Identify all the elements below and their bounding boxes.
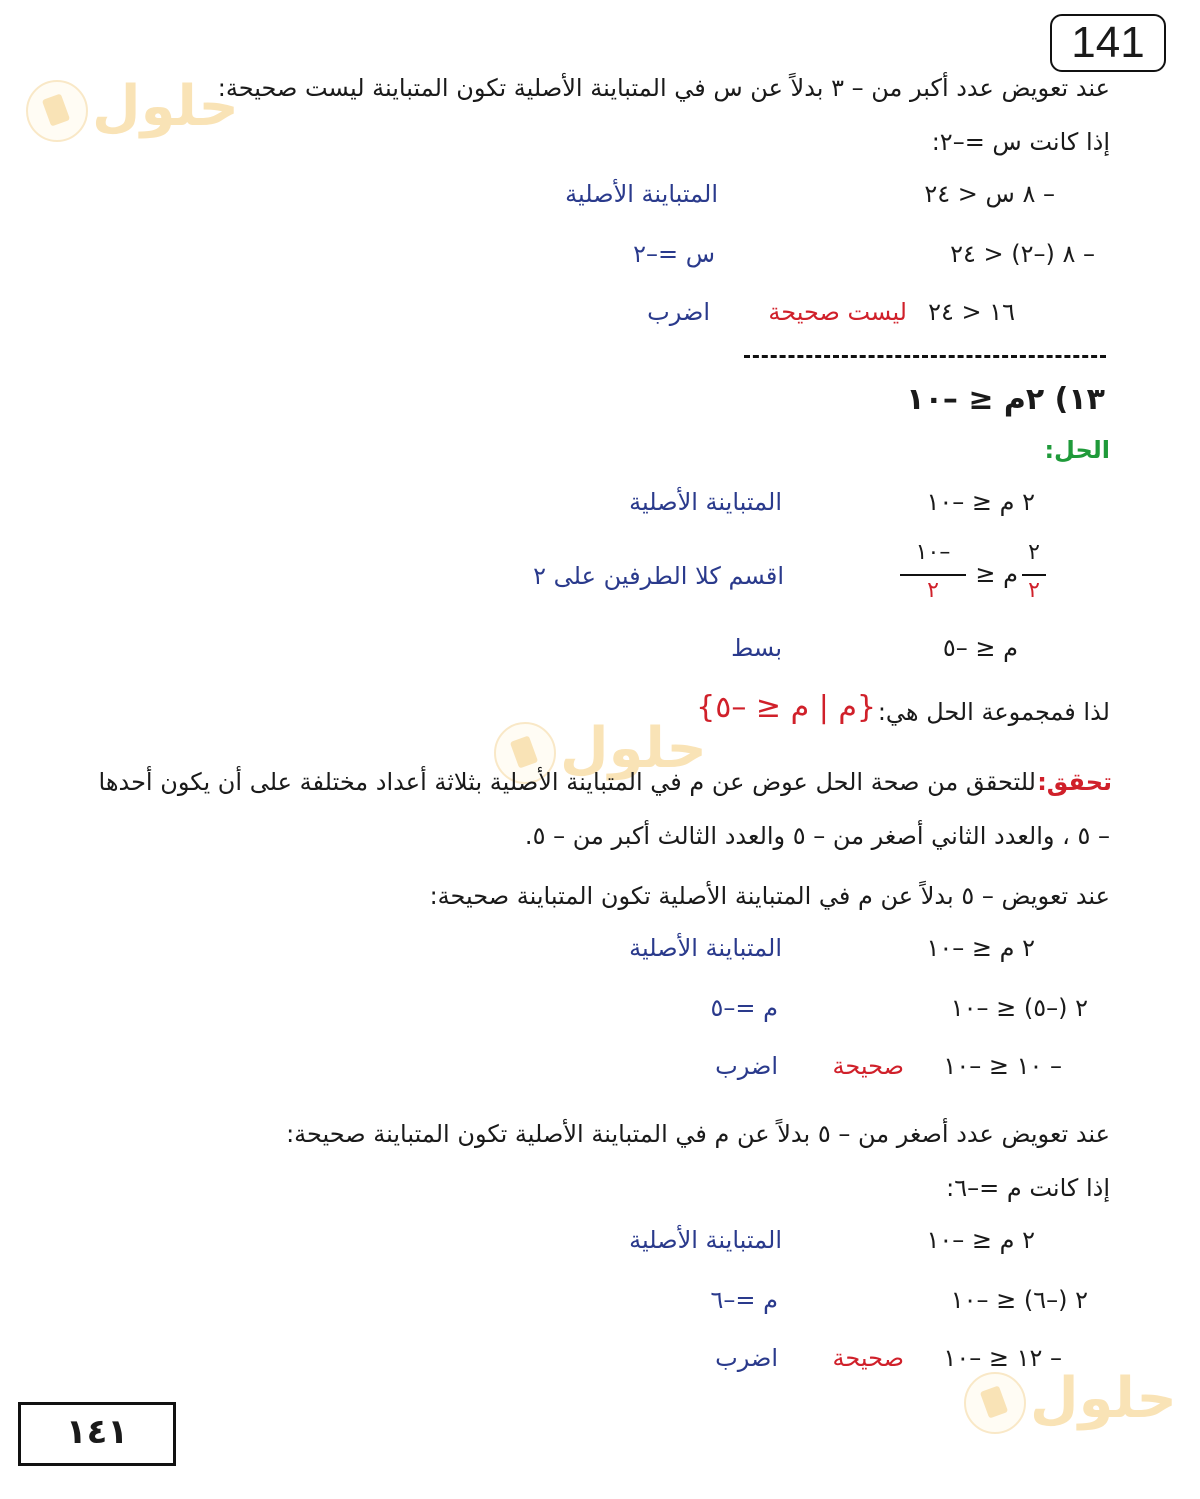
- part1-intro: عند تعويض عدد أكبر من – ٣ بدلاً عن س في المتباينة الأصلية تكون المتباينة ليست صحيحة:: [217, 74, 1110, 102]
- part1-row1-note: المتباينة الأصلية: [565, 180, 718, 208]
- p13-step3-note: بسط: [731, 634, 782, 662]
- part1-row3-false: ليست صحيحة: [768, 298, 907, 326]
- p13-right-numerator: –١٠: [915, 540, 951, 565]
- check-smaller-intro: عند تعويض عدد أصغر من – ٥ بدلاً عن م في المتباينة الأصلية تكون المتباينة صحيحة:: [286, 1120, 1110, 1148]
- part1-row3-math: ١٦ < ٢٤: [928, 298, 1015, 326]
- page-number-bottom: ١٤١: [18, 1402, 176, 1466]
- check-smaller-if: إذا كانت م =–٦:: [946, 1174, 1110, 1202]
- check-a3-note: اضرب: [715, 1052, 778, 1080]
- part1-row2-note: س =–٢: [633, 240, 715, 268]
- part1-row3-note: اضرب: [647, 298, 710, 326]
- check-label: تحقق:: [1037, 768, 1112, 796]
- p13-step2-middle: م ≤: [975, 560, 1018, 588]
- check-b1-note: المتباينة الأصلية: [629, 1226, 782, 1254]
- watermark-word: حلول: [560, 716, 707, 781]
- p13-left-fraction-bar: [1022, 574, 1046, 576]
- p13-right-fraction-bar: [900, 574, 966, 576]
- check-a1-note: المتباينة الأصلية: [629, 934, 782, 962]
- p13-left-numerator: ٢: [1028, 540, 1040, 565]
- check-a1-math: ٢ م ≤ –١٠: [926, 934, 1035, 962]
- part1-row1-math: – ٨ س < ٢٤: [924, 180, 1055, 208]
- check-a3-math: – ١٠ ≤ –١٠: [943, 1052, 1062, 1080]
- watermark-word: حلول: [1030, 1366, 1177, 1431]
- p13-right-denominator: ٢: [927, 578, 939, 603]
- check-b2-math: ٢ (–٦) ≤ –١٠: [950, 1286, 1088, 1314]
- check-sub-intro: عند تعويض – ٥ بدلاً عن م في المتباينة الأصلية تكون المتباينة صحيحة:: [429, 882, 1110, 910]
- watermark-book-icon: [26, 80, 88, 142]
- watermark-word: حلول: [92, 74, 239, 139]
- solution-set-value: {م | م ≤ –٥}: [696, 690, 876, 725]
- check-a3-true: صحيحة: [832, 1052, 904, 1080]
- p13-step1-math: ٢ م ≤ –١٠: [926, 488, 1035, 516]
- solution-label: الحل:: [1044, 436, 1110, 464]
- p13-step1-note: المتباينة الأصلية: [629, 488, 782, 516]
- check-b3-note: اضرب: [715, 1344, 778, 1372]
- check-b3-true: صحيحة: [832, 1344, 904, 1372]
- part1-if-line: إذا كانت س =–٢:: [931, 128, 1110, 156]
- check-b3-math: – ١٢ ≤ –١٠: [943, 1344, 1062, 1372]
- problem-13-title: ١٣) ٢م ≤ –١٠: [906, 382, 1105, 417]
- watermark-book-icon: [964, 1372, 1026, 1434]
- page-number-top: 141: [1050, 14, 1166, 72]
- check-b2-note: م =–٦: [710, 1286, 778, 1314]
- check-line1: للتحقق من صحة الحل عوض عن م في المتباينة الأصلية بثلاثة أعداد مختلفة على أن يكون أحدها: [98, 768, 1036, 796]
- watermark-logo-top: [26, 74, 246, 150]
- watermark-logo-bottom: [964, 1366, 1184, 1442]
- solution-set-label: لذا فمجموعة الحل هي:: [877, 698, 1110, 726]
- p13-step3-math: م ≤ –٥: [942, 634, 1018, 662]
- p13-step2-note: اقسم كلا الطرفين على ٢: [533, 562, 784, 590]
- check-a2-note: م =–٥: [710, 994, 778, 1022]
- p13-left-denominator: ٢: [1028, 578, 1040, 603]
- check-b1-math: ٢ م ≤ –١٠: [926, 1226, 1035, 1254]
- part1-row2-math: – ٨ (–٢) < ٢٤: [950, 240, 1095, 268]
- check-line2: – ٥ ، والعدد الثاني أصغر من – ٥ والعدد الثالث أكبر من – ٥.: [524, 822, 1110, 850]
- section-divider: [744, 355, 1106, 358]
- check-a2-math: ٢ (–٥) ≤ –١٠: [950, 994, 1088, 1022]
